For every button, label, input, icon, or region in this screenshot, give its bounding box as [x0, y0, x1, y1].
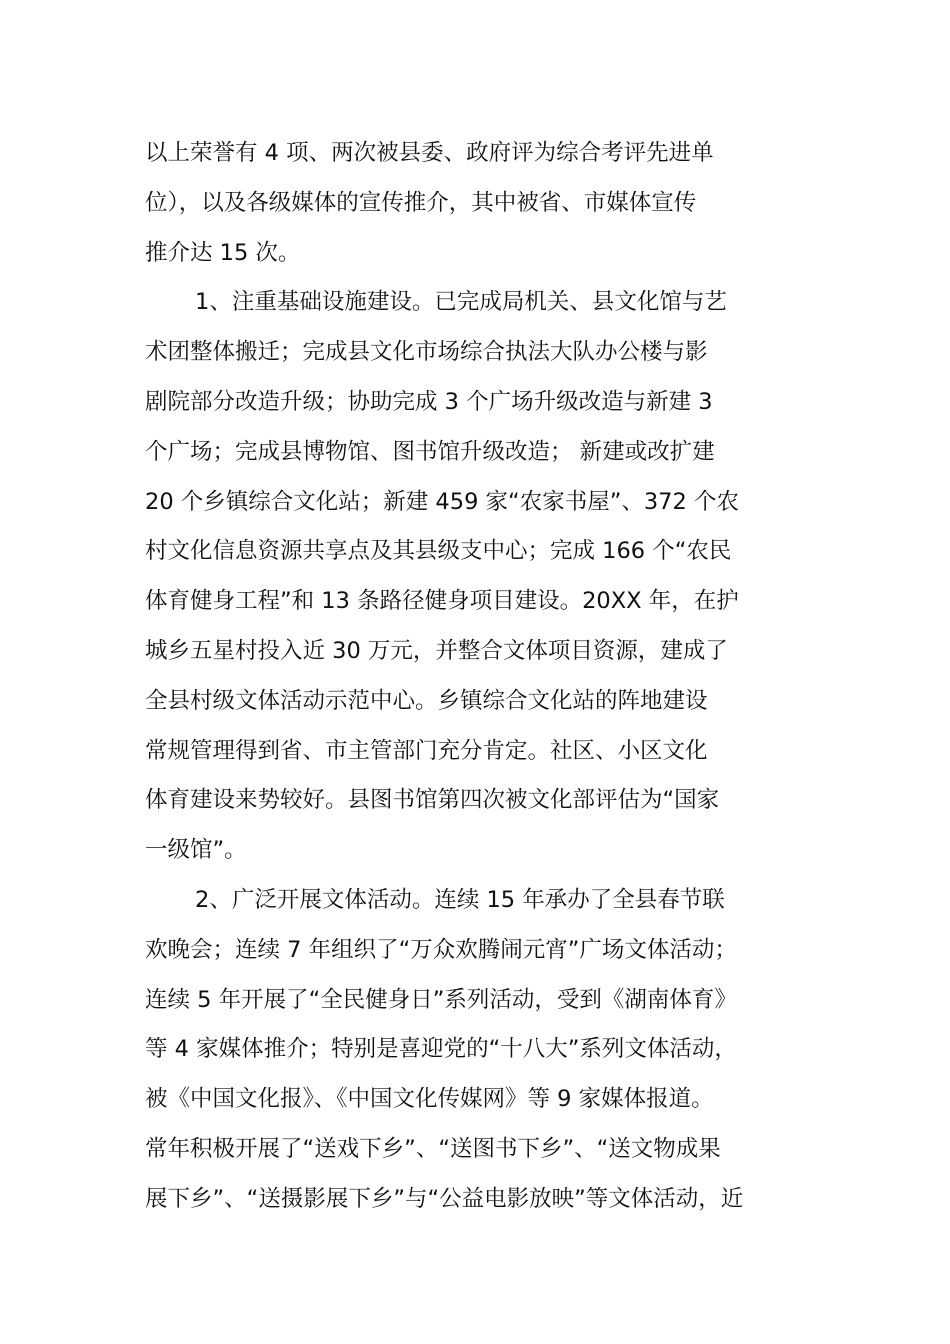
text-line: 一级馆”。 [145, 837, 247, 864]
text-line: 20 个乡镇综合文化站；新建 459 家“农家书屋”、372 个农 [145, 488, 739, 515]
text-line: 体育健身工程”和 13 条路径健身项目建设。20XX 年，在护 [145, 588, 739, 615]
text-line: 城乡五星村投入近 30 万元，并整合文体项目资源，建成了 [145, 637, 728, 664]
text-line: 体育建设来势较好。县图书馆第四次被文化部评估为“国家 [145, 787, 720, 814]
text-line: 村文化信息资源共享点及其县级支中心；完成 166 个“农民 [145, 538, 732, 565]
text-line: 等 4 家媒体推介；特别是喜迎党的“十八大”系列文体活动， [145, 1036, 737, 1063]
text-line: 位），以及各级媒体的宣传推介，其中被省、市媒体宣传 [145, 189, 697, 216]
text-line: 展下乡”、“送摄影展下乡”与“公益电影放映”等文体活动，近 [145, 1185, 744, 1212]
text-line: 全县村级文体活动示范中心。乡镇综合文化站的阵地建设 [145, 687, 708, 714]
text-line: 剧院部分改造升级；协助完成 3 个广场升级改造与新建 3 [145, 388, 713, 415]
text-line: 欢晚会；连续 7 年组织了“万众欢腾闹元宵”广场文体活动； [145, 936, 737, 963]
paragraph-1-heading-line: 1、注重基础设施建设。已完成局机关、县文化馆与艺 [195, 289, 727, 316]
text-line: 术团整体搬迁；完成县文化市场综合执法大队办公楼与影 [145, 339, 708, 366]
text-line: 连续 5 年开展了“全民健身日”系列活动，受到《湖南体育》 [145, 986, 737, 1013]
text-line: 被《中国文化报》、《中国文化传媒网》等 9 家媒体报道。 [145, 1086, 714, 1113]
text-line: 常年积极开展了“送戏下乡”、“送图书下乡”、“送文物成果 [145, 1135, 721, 1162]
paragraph-2-heading-line: 2、广泛开展文体活动。连续 15 年承办了全县春节联 [195, 886, 725, 913]
text-line: 常规管理得到省、市主管部门充分肯定。社区、小区文化 [145, 737, 708, 764]
text-line: 推介达 15 次。 [145, 239, 301, 266]
body-text [145, 129, 825, 1225]
text-line: 以上荣誉有 4 项、两次被县委、政府评为综合考评先进单 [145, 140, 714, 166]
text-line: 个广场；完成县博物馆、图书馆升级改造； 新建或改扩建 [145, 438, 715, 465]
